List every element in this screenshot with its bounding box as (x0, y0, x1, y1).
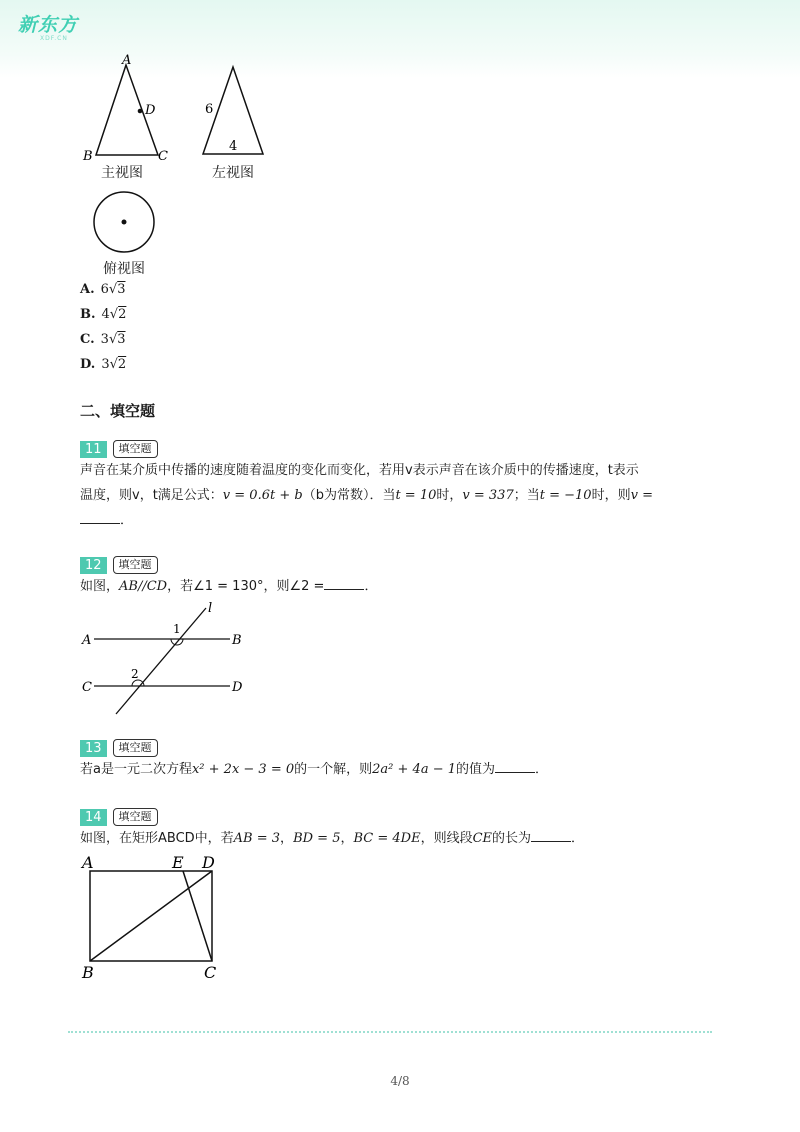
q14-label-e: E (172, 853, 184, 872)
page-number: 4/8 (390, 1074, 410, 1088)
q14-math: AB = 3 (233, 831, 281, 846)
q13-text: ． (535, 762, 549, 777)
q14-label-c: C (204, 963, 217, 982)
sqrt-symbol: √ (109, 307, 119, 322)
section-title: 二、填空题 (80, 402, 156, 420)
front-view-caption: 主视图 (101, 165, 143, 181)
choice-b[interactable] (80, 307, 126, 322)
q13-text: 若a是一元二次方程 (80, 762, 192, 777)
question-type-tag: 填空题 (113, 440, 158, 458)
q14-text: 如图，在矩形ABCD中，若 (80, 831, 234, 846)
q14-math: CE (472, 831, 493, 846)
q11-text: 时，则 (591, 488, 631, 503)
sqrt-symbol: √ (108, 282, 118, 297)
question-13-header (80, 739, 158, 757)
q12-label-a: A (82, 633, 92, 648)
question-number-badge: 12 (80, 557, 107, 574)
q14-label-a: A (82, 853, 94, 872)
answer-blank[interactable] (495, 760, 535, 773)
q14-text: ． (571, 831, 585, 846)
sqrt-symbol: √ (108, 332, 118, 347)
choice-coef: 3 (100, 332, 109, 347)
q12-label-l: l (208, 601, 213, 616)
front-label-a: A (122, 53, 132, 68)
front-label-b: B (83, 149, 93, 164)
q11-line1: 声音在某介质中传播的速度随着温度的变化而变化，若用v表示声音在该介质中的传播速度，t表示 (80, 463, 639, 478)
q11-text: ． (120, 513, 134, 528)
question-12-header (80, 556, 158, 574)
q11-line2 (80, 483, 720, 508)
q13-math: x² + 2x − 3 = 0 (191, 762, 295, 777)
footer-divider (68, 1031, 712, 1033)
q11-line3 (80, 508, 720, 533)
question-number-badge: 11 (80, 441, 107, 458)
front-label-c: C (158, 149, 168, 164)
choice-letter: D. (80, 357, 96, 372)
q12-text: 如图， (80, 579, 120, 594)
choice-radicand: 3 (117, 332, 126, 347)
question-14-header (80, 808, 158, 826)
question-11-text (80, 458, 720, 533)
q12-label-c: C (82, 680, 92, 695)
q12-math: AB//CD (119, 579, 168, 594)
choice-a[interactable] (80, 282, 125, 297)
left-label-side: 6 (205, 102, 214, 117)
q14-math: BD = 5 (293, 831, 341, 846)
q14-text: ， (280, 831, 294, 846)
q12-label-d: D (232, 680, 243, 695)
rectangle-figure (78, 850, 238, 985)
q14-text: 的长为 (492, 831, 532, 846)
left-view-caption: 左视图 (212, 165, 254, 181)
sqrt-symbol: √ (109, 357, 118, 372)
q11-math: v = (630, 488, 653, 503)
logo-text: 新东方 (18, 14, 79, 36)
q14-label-d: D (202, 853, 215, 872)
choice-letter: C. (80, 332, 95, 347)
parallel-lines-figure (78, 600, 258, 720)
question-13-text (80, 757, 720, 782)
q12-label-angle2: 2 (131, 667, 139, 681)
question-number-badge: 14 (80, 809, 107, 826)
q14-text: ， (340, 831, 354, 846)
q11-text: ；当 (513, 488, 540, 503)
q13-math: 2a² + 4a − 1 (372, 762, 456, 777)
q11-math: t = 10 (395, 488, 437, 503)
q12-label-angle1: 1 (173, 622, 181, 636)
choice-d[interactable] (80, 357, 126, 372)
choice-c[interactable] (80, 332, 126, 347)
top-view-caption: 俯视图 (103, 261, 145, 277)
q11-math: v = 337 (462, 488, 514, 503)
choice-radicand: 3 (117, 282, 126, 297)
center-point-marker (122, 220, 127, 225)
top-view-figure (90, 190, 160, 258)
question-number-badge: 13 (80, 740, 107, 757)
front-label-d: D (145, 103, 156, 118)
choice-coef: 3 (101, 357, 110, 372)
choice-coef: 6 (100, 282, 109, 297)
logo-subtext: XDF.CN (40, 35, 68, 42)
q11-formula: v = 0.6t + b (222, 488, 303, 503)
front-view-figure (78, 50, 178, 165)
answer-blank[interactable] (80, 511, 120, 524)
q14-text: ，则线段 (420, 831, 473, 846)
choice-radicand: 2 (118, 307, 127, 322)
answer-blank[interactable] (324, 577, 364, 590)
q11-text: 温度，则v，t满足公式： (80, 488, 223, 503)
q14-label-b: B (82, 963, 94, 982)
question-11-header (80, 440, 158, 458)
q14-math: BC = 4DE (353, 831, 421, 846)
question-type-tag: 填空题 (113, 739, 158, 757)
answer-blank[interactable] (531, 829, 571, 842)
q12-text: ，若∠1 = 130°，则∠2 = (167, 579, 325, 594)
brand-logo (18, 10, 78, 42)
q11-math: t = −10 (539, 488, 592, 503)
q13-text: 的值为 (456, 762, 496, 777)
q12-text: ． (364, 579, 378, 594)
choice-radicand: 2 (117, 357, 127, 372)
q12-label-b: B (232, 633, 242, 648)
q13-text: 的一个解，则 (294, 762, 373, 777)
q11-text: （b为常数）．当 (302, 488, 396, 503)
point-d-marker (138, 109, 143, 114)
q11-text: 时， (436, 488, 463, 503)
question-12-text (80, 574, 720, 599)
question-type-tag: 填空题 (113, 808, 158, 826)
choice-letter: A. (80, 282, 95, 297)
left-label-base: 4 (229, 139, 238, 154)
choice-coef: 4 (101, 307, 110, 322)
question-type-tag: 填空题 (113, 556, 158, 574)
choice-letter: B. (80, 307, 96, 322)
question-14-text (80, 826, 720, 851)
left-view-figure (195, 62, 275, 162)
